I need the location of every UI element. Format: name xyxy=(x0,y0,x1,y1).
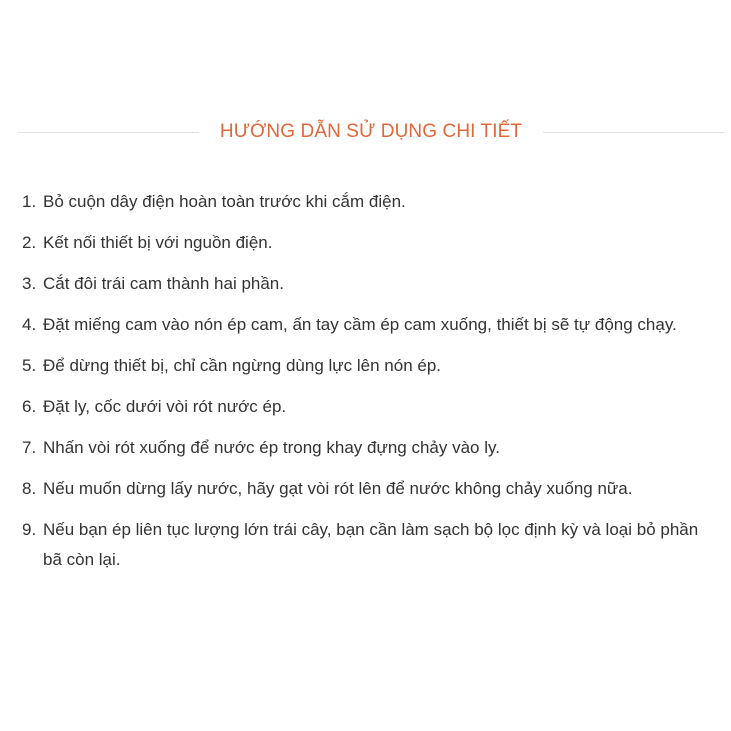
instruction-step xyxy=(0,515,731,575)
step-text: Bỏ cuộn dây điện hoàn toàn trước khi cắm điện. xyxy=(43,192,406,211)
instruction-step xyxy=(0,474,731,504)
step-text: Đặt ly, cốc dưới vòi rót nước ép. xyxy=(43,397,287,416)
section-heading xyxy=(18,118,724,146)
step-text: Để dừng thiết bị, chỉ cần ngừng dùng lực lên nón ép. xyxy=(43,356,442,375)
instruction-step xyxy=(0,351,731,381)
step-number: 3. xyxy=(22,274,37,293)
step-number: 2. xyxy=(22,233,37,252)
step-number: 1. xyxy=(22,192,37,211)
divider-left xyxy=(18,132,199,133)
step-text: Cắt đôi trái cam thành hai phần. xyxy=(43,274,284,293)
instruction-list xyxy=(0,187,731,586)
divider-right xyxy=(543,132,724,133)
section-title: HƯỚNG DẪN SỬ DỤNG CHI TIẾT xyxy=(219,121,523,142)
step-text: Đặt miếng cam vào nón ép cam, ấn tay cầm ép cam xuống, thiết bị sẽ tự động chạy. xyxy=(43,315,677,334)
step-number: 4. xyxy=(22,315,37,334)
step-number: 9. xyxy=(22,520,37,539)
step-text: Nếu bạn ép liên tục lượng lớn trái cây, bạn cần làm sạch bộ lọc định kỳ và loại bỏ phần bã còn lại. xyxy=(43,520,699,569)
step-number: 8. xyxy=(22,479,37,498)
step-text: Kết nối thiết bị với nguồn điện. xyxy=(43,233,273,252)
instruction-step xyxy=(0,187,731,217)
instruction-step xyxy=(0,392,731,422)
instruction-step xyxy=(0,433,731,463)
step-number: 6. xyxy=(22,397,37,416)
step-text: Nếu muốn dừng lấy nước, hãy gạt vòi rót lên để nước không chảy xuống nữa. xyxy=(43,479,633,498)
step-number: 7. xyxy=(22,438,37,457)
instruction-step xyxy=(0,310,731,340)
step-text: Nhấn vòi rót xuống để nước ép trong khay đựng chảy vào ly. xyxy=(43,438,500,457)
instruction-step xyxy=(0,228,731,258)
instruction-step xyxy=(0,269,731,299)
step-number: 5. xyxy=(22,356,37,375)
